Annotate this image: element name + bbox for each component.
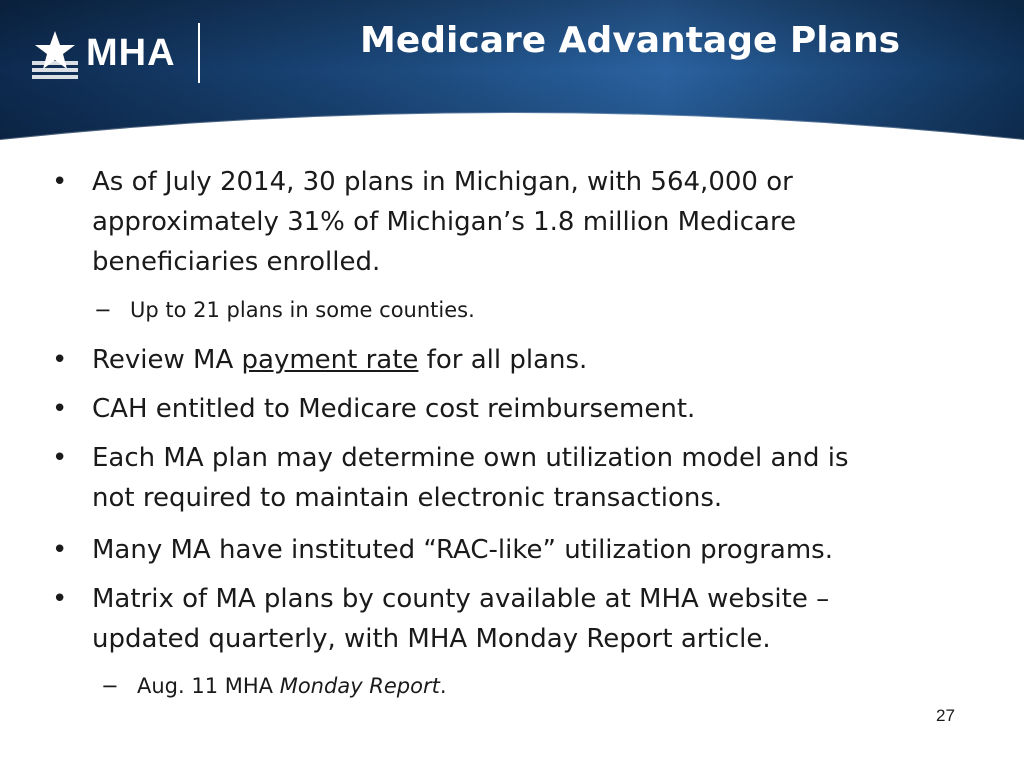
sub-bullet-counties bbox=[94, 295, 475, 325]
bullet-marker: • bbox=[52, 535, 68, 565]
bullet-text-line: As of July 2014, 30 plans in Michigan, with 564,000 or bbox=[92, 167, 793, 197]
bullet-text-line: approximately 31% of Michigan’s 1.8 million Medicare bbox=[92, 207, 797, 237]
bullet-text-line: Matrix of MA plans by county available at MHA website – bbox=[92, 584, 830, 614]
bullet-text-line: not required to maintain electronic transactions. bbox=[92, 483, 723, 513]
sub-bullet-text: Up to 21 plans in some counties. bbox=[130, 298, 475, 322]
bullet-marker: • bbox=[52, 167, 68, 197]
logo-text: MHA bbox=[86, 32, 176, 74]
bullet-utilization-model bbox=[52, 438, 912, 518]
bullet-text: for all plans. bbox=[418, 345, 588, 375]
payment-rate-link[interactable]: payment rate bbox=[241, 345, 419, 375]
bullet-text: CAH entitled to Medicare cost reimbursement. bbox=[92, 394, 696, 424]
bullet-marker: • bbox=[52, 394, 68, 424]
bullet-marker: • bbox=[52, 345, 68, 375]
bullet-text-line: updated quarterly, with MHA Monday Report article. bbox=[92, 624, 771, 654]
sub-bullet-text: Aug. 11 MHA bbox=[137, 674, 280, 698]
bullet-text: Many MA have instituted “RAC-like” utilization programs. bbox=[92, 535, 833, 565]
sub-bullet-text: . bbox=[439, 674, 447, 698]
bullet-marker: • bbox=[52, 443, 68, 473]
dash-marker: − bbox=[101, 674, 119, 698]
bullet-rac-like bbox=[52, 530, 912, 570]
bullet-payment-rate bbox=[52, 340, 912, 380]
bullet-text-line: beneficiaries enrolled. bbox=[92, 247, 381, 277]
sub-bullet-monday-report bbox=[101, 671, 447, 701]
slide-title: Medicare Advantage Plans bbox=[360, 20, 900, 61]
monday-report-title: Monday Report bbox=[279, 674, 440, 698]
bullet-text: Review MA bbox=[92, 345, 242, 375]
bullet-marker: • bbox=[52, 584, 68, 614]
bullet-text-line: Each MA plan may determine own utilization model and is bbox=[92, 443, 849, 473]
page-number: 27 bbox=[936, 706, 955, 725]
bullet-enrollment bbox=[52, 162, 912, 282]
dash-marker: − bbox=[94, 298, 112, 322]
bullet-matrix bbox=[52, 579, 912, 659]
bullet-cah bbox=[52, 389, 912, 429]
